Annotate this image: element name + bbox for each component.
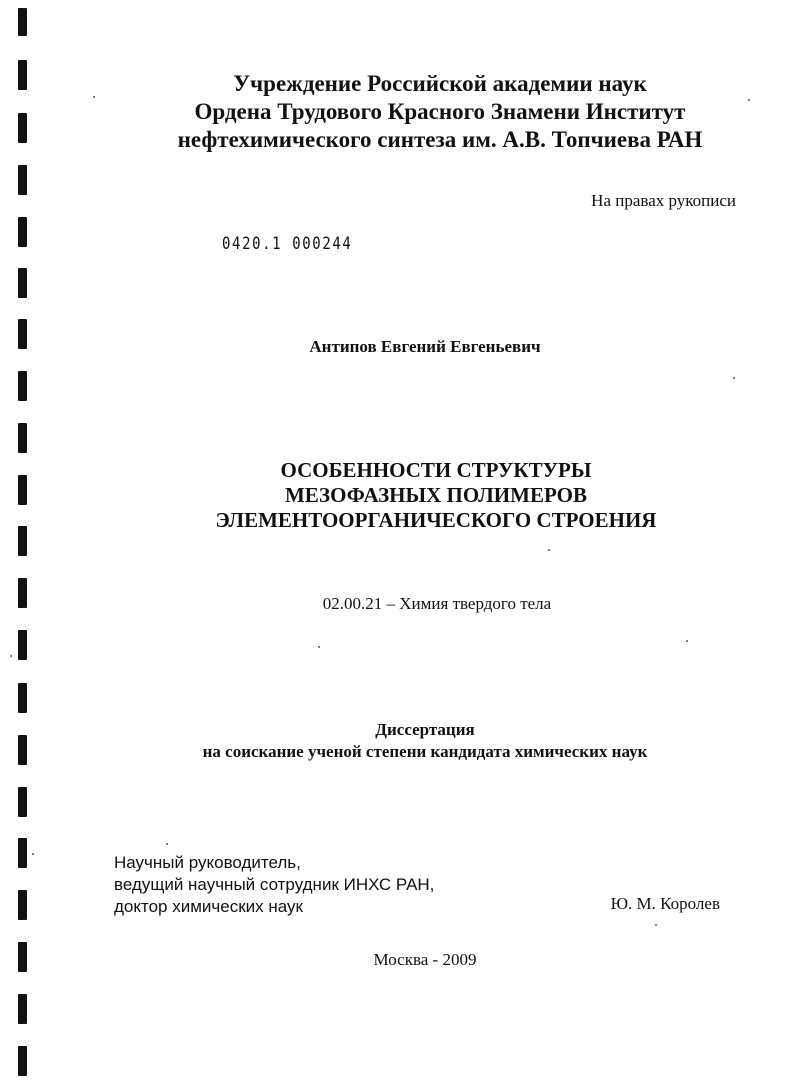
supervisor-line: Научный руководитель,: [114, 853, 301, 872]
institution-line: нефтехимического синтеза им. А.В. Топчиева РАН: [177, 127, 703, 152]
binding-mark: [18, 60, 27, 90]
binding-mark: [18, 268, 27, 298]
supervisor-block: [114, 852, 434, 918]
scan-speck: [733, 377, 735, 379]
institution-line: Ордена Трудового Красного Знамени Институт: [194, 99, 686, 124]
binding-mark: [18, 423, 27, 453]
scan-speck: [166, 843, 168, 845]
city-year: Москва - 2009: [373, 950, 477, 969]
binding-mark: [18, 371, 27, 401]
institution-header: [60, 70, 792, 154]
binding-mark: [18, 630, 27, 660]
scan-speck: [748, 99, 750, 101]
title-line: ОСОБЕННОСТИ СТРУКТУРЫ: [280, 458, 592, 482]
title-line: ЭЛЕМЕНТООРГАНИЧЕСКОГО СТРОЕНИЯ: [215, 508, 657, 532]
supervisor-line: доктор химических наук: [114, 897, 303, 916]
dissertation-title: [0, 458, 792, 533]
dissertation-type: [0, 719, 792, 763]
binding-mark: [18, 165, 27, 195]
supervisor-line: ведущий научный сотрудник ИНХС РАН,: [114, 875, 435, 894]
binding-mark: [18, 994, 27, 1024]
binding-mark: [18, 787, 27, 817]
binding-mark: [18, 217, 27, 247]
binding-mark: [18, 1046, 27, 1076]
scan-speck: [93, 96, 95, 98]
specialty-code: 02.00.21 – Химия твердого тела: [322, 594, 552, 613]
manuscript-rights-note: На правах рукописи: [591, 191, 736, 210]
binding-mark: [18, 113, 27, 143]
binding-mark: [18, 838, 27, 868]
binding-mark: [18, 890, 27, 920]
title-line: МЕЗОФАЗНЫХ ПОЛИМЕРОВ: [284, 483, 588, 507]
scan-speck: [10, 655, 12, 657]
binding-mark: [18, 8, 27, 36]
institution-line: Учреждение Российской академии наук: [233, 71, 647, 96]
scan-speck: [318, 646, 320, 648]
binding-mark: [18, 683, 27, 713]
scan-speck: [686, 640, 688, 642]
scan-speck: [32, 853, 34, 855]
binding-holes: [0, 0, 40, 1082]
archive-stamp-number: 0420.1 000244: [222, 234, 353, 254]
scan-speck: [548, 549, 550, 551]
scan-speck: [655, 924, 657, 926]
dissertation-label: Диссертация: [375, 720, 475, 739]
author-name: Антипов Евгений Евгеньевич: [309, 337, 541, 356]
supervisor-name: Ю. М. Королев: [610, 894, 720, 913]
degree-description: на соискание ученой степени кандидата химических наук: [202, 742, 648, 761]
